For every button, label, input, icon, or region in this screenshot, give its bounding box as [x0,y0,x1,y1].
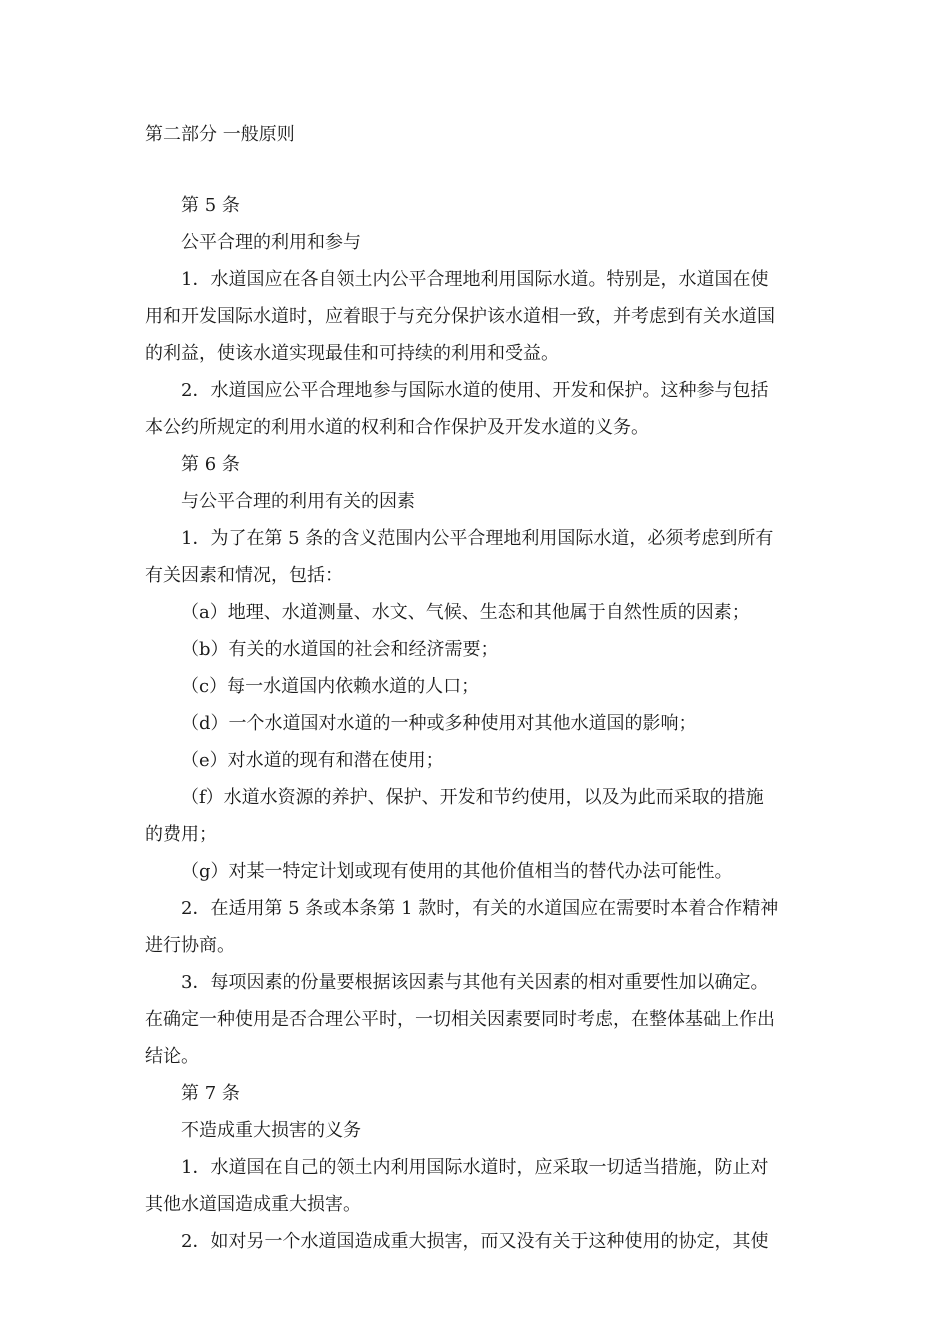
article-5-para-2-line-2: 本公约所规定的利用水道的权利和合作保护及开发水道的义务。 [145,417,649,438]
article-5-para-1-line-3: 的利益，使该水道实现最佳和可持续的利用和受益。 [145,343,559,364]
article-6-para-2-line-1: 2．在适用第 5 条或本条第 1 款时，有关的水道国应在需要时本着合作精神 [181,898,779,919]
article-7-heading: 第 7 条 [181,1083,240,1104]
article-7-para-1-line-1: 1．水道国在自己的领土内利用国际水道时，应采取一切适当措施，防止对 [181,1157,769,1178]
article-6-item-f-line-1: （f）水道水资源的养护、保护、开发和节约使用，以及为此而采取的措施 [181,787,764,808]
article-5-heading: 第 5 条 [181,195,240,216]
article-5-para-2-line-1: 2．水道国应公平合理地参与国际水道的使用、开发和保护。这种参与包括 [181,380,769,401]
article-6-para-2-line-2: 进行协商。 [145,935,235,956]
article-6-item-a: （a）地理、水道测量、水文、气候、生态和其他属于自然性质的因素； [181,602,750,623]
article-6-item-g: （g）对某一特定计划或现有使用的其他价值相当的替代办法可能性。 [181,861,733,882]
article-5-para-1-line-2: 用和开发国际水道时，应着眼于与充分保护该水道相一致，并考虑到有关水道国 [145,306,775,327]
article-5-para-1-line-1: 1．水道国应在各自领土内公平合理地利用国际水道。特别是，水道国在使 [181,269,769,290]
article-6-item-c: （c）每一水道国内依赖水道的人口； [181,676,480,697]
article-6-para-1-line-2: 有关因素和情况，包括： [145,565,343,586]
article-6-para-1-line-1: 1．为了在第 5 条的含义范围内公平合理地利用国际水道，必须考虑到所有 [181,528,774,549]
article-6-item-d: （d）一个水道国对水道的一种或多种使用对其他水道国的影响； [181,713,697,734]
article-6-heading: 第 6 条 [181,454,240,475]
article-6-item-e: （e）对水道的现有和潜在使用； [181,750,444,771]
article-6-item-f-line-2: 的费用； [145,824,217,845]
article-6-para-3-line-3: 结论。 [145,1046,199,1067]
article-6-para-3-line-1: 3．每项因素的份量要根据该因素与其他有关因素的相对重要性加以确定。 [181,972,769,993]
part-title: 第二部分 一般原则 [145,124,295,145]
article-6-title: 与公平合理的利用有关的因素 [181,491,415,512]
article-7-para-1-line-2: 其他水道国造成重大损害。 [145,1194,361,1215]
article-7-para-2-line-1: 2．如对另一个水道国造成重大损害，而又没有关于这种使用的协定，其使 [181,1231,769,1252]
article-6-item-b: （b）有关的水道国的社会和经济需要； [181,639,499,660]
document-body [145,187,807,1260]
article-6-para-3-line-2: 在确定一种使用是否合理公平时，一切相关因素要同时考虑，在整体基础上作出 [145,1009,775,1030]
article-7-title: 不造成重大损害的义务 [181,1120,361,1141]
article-5-title: 公平合理的利用和参与 [181,232,361,253]
